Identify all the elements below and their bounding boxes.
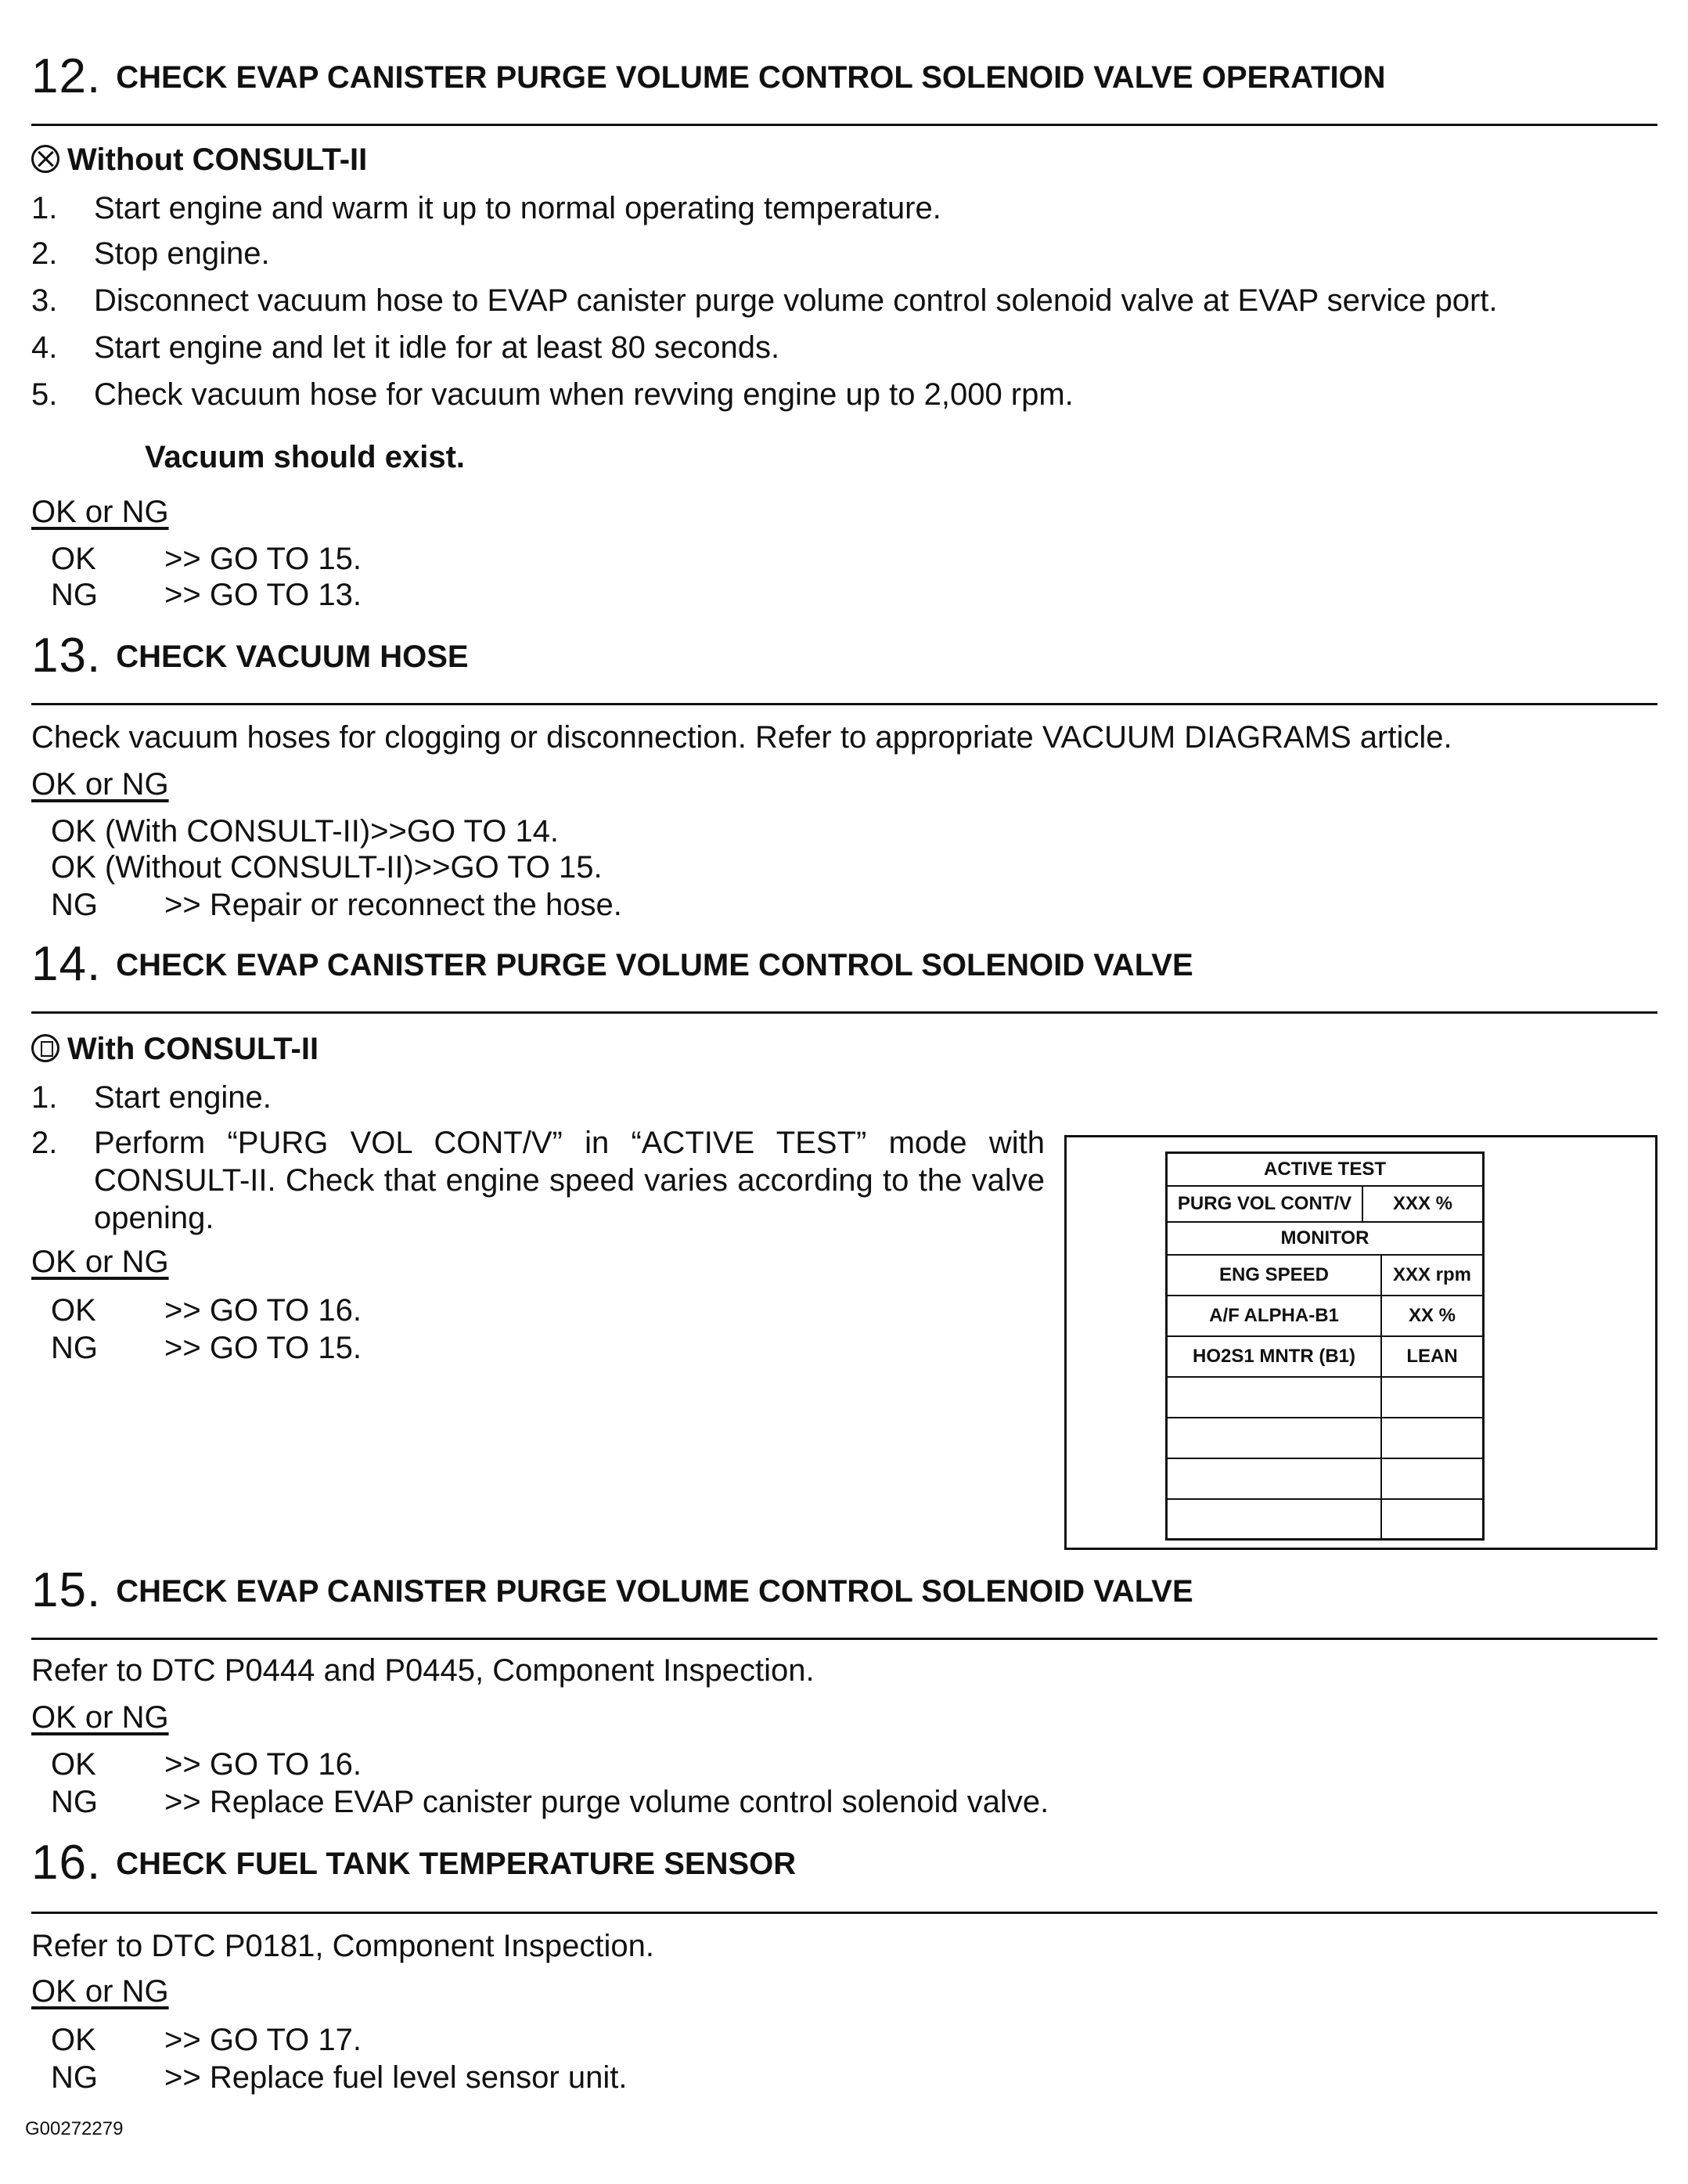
result-ng: NG >> Replace fuel level sensor unit. (51, 2060, 628, 2095)
monitor-value: XXX rpm (1381, 1255, 1484, 1296)
consult-icon (31, 1034, 59, 1062)
step-title: CHECK VACUUM HOSE (116, 640, 469, 674)
ok-or-ng-label: OK or NG (31, 1974, 169, 2009)
section-rule (31, 1011, 1657, 1014)
step-15-header: 15. CHECK EVAP CANISTER PURGE VOLUME CONTROL SOLENOID VALVE (31, 1563, 1193, 1617)
mode-with-consult: With CONSULT-II (31, 1032, 319, 1067)
result-ng: NG >> Repair or reconnect the hose. (51, 888, 622, 922)
active-test-header: ACTIVE TEST (1167, 1153, 1484, 1186)
step-number: 12 (31, 49, 87, 103)
ok-or-ng-label: OK or NG (31, 1700, 169, 1735)
no-consult-icon (31, 145, 59, 173)
section-rule (31, 1912, 1657, 1914)
result-ok-with: OK (With CONSULT-II)>>GO TO 14. (51, 814, 560, 849)
spec-text: Vacuum should exist. (145, 440, 466, 474)
instruction: 4. Start engine and let it idle for at least 80 seconds. (31, 330, 780, 365)
step-title: CHECK FUEL TANK TEMPERATURE SENSOR (116, 1847, 797, 1881)
instruction: 2. Stop engine. (31, 236, 270, 271)
purge-item-label: PURG VOL CONT/V (1168, 1187, 1362, 1221)
ok-or-ng-label: OK or NG (31, 767, 169, 802)
section-rule (31, 1638, 1657, 1640)
step-number: 16 (31, 1836, 87, 1890)
result-ok-without: OK (Without CONSULT-II)>>GO TO 15. (51, 850, 603, 885)
section-rule (31, 703, 1657, 705)
result-ng: NG >> Replace EVAP canister purge volume control solenoid valve. (51, 1785, 1049, 1819)
monitor-label: ENG SPEED (1167, 1255, 1382, 1296)
empty-cell (1167, 1418, 1382, 1458)
document-id: G00272279 (25, 2118, 124, 2139)
result-ng: NG >> GO TO 15. (51, 1331, 362, 1365)
step-number: 15 (31, 1563, 87, 1617)
result-ok: OK >> GO TO 16. (51, 1747, 362, 1782)
monitor-header: MONITOR (1167, 1222, 1484, 1255)
result-ok: OK >> GO TO 16. (51, 1293, 362, 1328)
active-test-table (1165, 1151, 1485, 1541)
empty-cell (1167, 1458, 1382, 1499)
empty-cell (1381, 1499, 1484, 1540)
result-ok: OK >> GO TO 15. (51, 542, 362, 576)
step-text: Check vacuum hoses for clogging or disconnection. Refer to appropriate VACUUM DIAGRAMS article. (31, 720, 1452, 755)
step-13-header: 13. CHECK VACUUM HOSE (31, 629, 469, 683)
monitor-label: A/F ALPHA-B1 (1167, 1296, 1382, 1336)
step-14-header: 14. CHECK EVAP CANISTER PURGE VOLUME CONTROL SOLENOID VALVE (31, 937, 1193, 991)
step-number: 14 (31, 937, 87, 991)
monitor-value: XX % (1381, 1296, 1484, 1336)
ok-or-ng-label: OK or NG (31, 495, 169, 529)
step-title: CHECK EVAP CANISTER PURGE VOLUME CONTROL SOLENOID VALVE (116, 948, 1193, 982)
monitor-label: HO2S1 MNTR (B1) (1167, 1336, 1382, 1377)
instruction-text: Perform “PURG VOL CONT/V” in “ACTIVE TEST” mode with CONSULT-II. Check that engine speed varies according to the valve opening. (94, 1126, 1045, 1235)
empty-cell (1167, 1377, 1382, 1418)
instruction-number: 2. (31, 1126, 58, 1160)
empty-cell (1167, 1499, 1382, 1540)
step-text: Refer to DTC P0181, Component Inspection. (31, 1929, 654, 1963)
step-number: 13 (31, 629, 87, 683)
consult-screen-figure (1064, 1135, 1657, 1550)
step-text: Refer to DTC P0444 and P0445, Component Inspection. (31, 1653, 815, 1688)
section-rule (31, 124, 1657, 126)
step-16-header: 16. CHECK FUEL TANK TEMPERATURE SENSOR (31, 1836, 797, 1890)
purge-item-value: XXX % (1392, 1192, 1453, 1214)
instruction: 1. Start engine. (31, 1080, 272, 1115)
empty-cell (1381, 1458, 1484, 1499)
instruction: 1. Start engine and warm it up to normal operating temperature. (31, 191, 941, 225)
result-ng: NG >> GO TO 13. (51, 578, 362, 612)
step-title: CHECK EVAP CANISTER PURGE VOLUME CONTROL SOLENOID VALVE (116, 1574, 1193, 1609)
empty-cell (1381, 1418, 1484, 1458)
result-ok: OK >> GO TO 17. (51, 2023, 362, 2057)
monitor-value: LEAN (1381, 1336, 1484, 1377)
instruction: 3. Disconnect vacuum hose to EVAP canister purge volume control solenoid valve at EVAP service port. (31, 283, 1498, 318)
empty-cell (1381, 1377, 1484, 1418)
step-12-header: 12. CHECK EVAP CANISTER PURGE VOLUME CONTROL SOLENOID VALVE OPERATION (31, 49, 1386, 103)
ok-or-ng-label: OK or NG (31, 1245, 169, 1279)
step-title: CHECK EVAP CANISTER PURGE VOLUME CONTROL SOLENOID VALVE OPERATION (116, 60, 1386, 95)
mode-without-consult: Without CONSULT-II (31, 142, 367, 178)
instruction: 5. Check vacuum hose for vacuum when revving engine up to 2,000 rpm. (31, 377, 1074, 412)
